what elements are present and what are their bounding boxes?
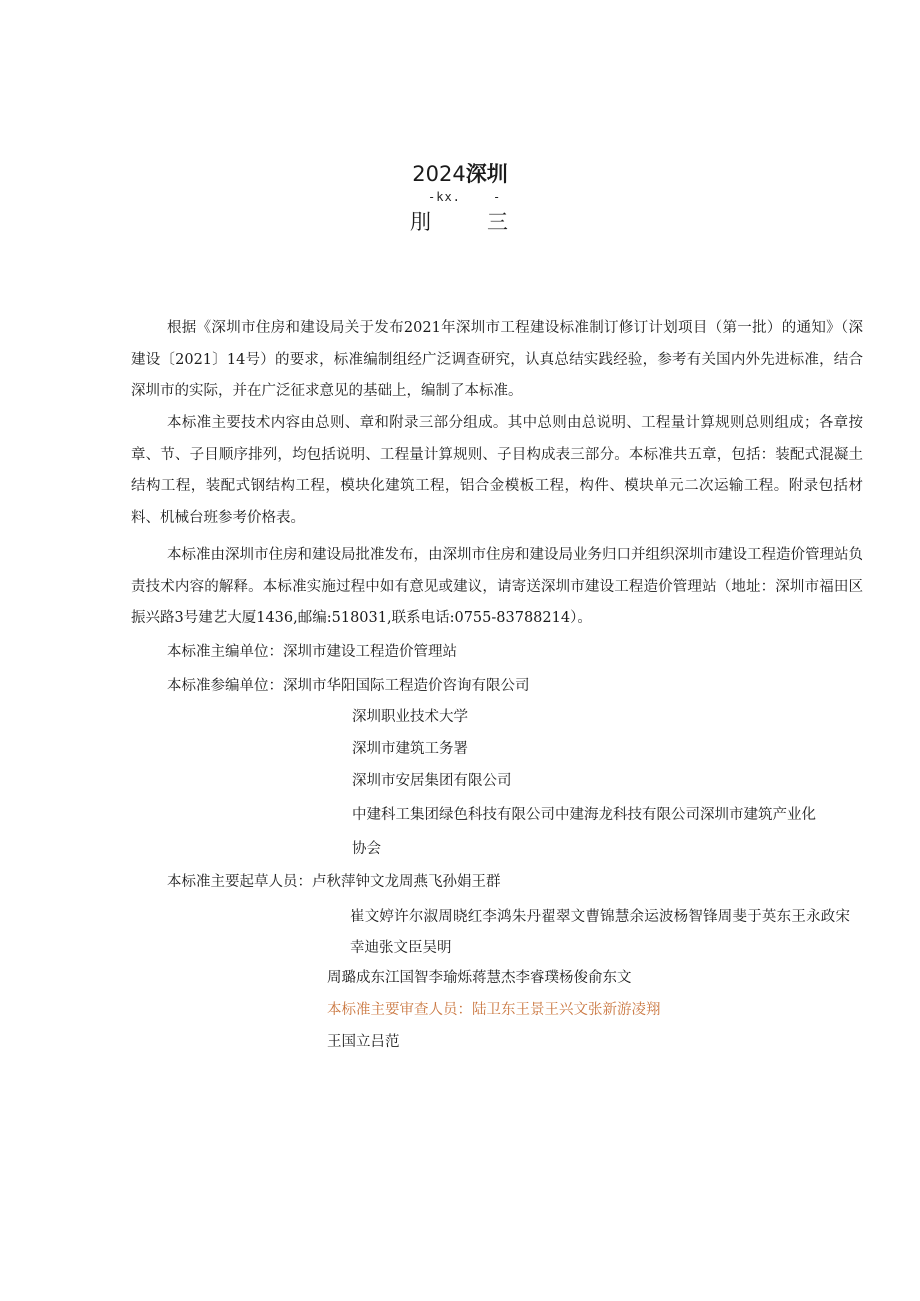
heading-city: 深圳 (465, 162, 508, 186)
paragraph-approval: 本标准由深圳市住房和建设局批准发布，由深圳市住房和建设局业务归口并组织深圳市建设工程造价管理站负责技术内容的解释。本标准实施过程中如有意见或建议，请寄送深圳市建设工程造价管理站（地址：深圳市福田区振兴路3号建艺大厦1436,邮编:518031,联系电话:0755-83788214）。 (131, 547, 863, 626)
drafters-continuation-2: 周璐成东江国智李瑜烁蒋慧杰李睿璞杨俊俞东文 (327, 970, 632, 986)
heading-sub-right: 三 (487, 210, 508, 234)
heading-mark-right: - (493, 190, 501, 204)
chief-editor-unit: 本标准主编单位：深圳市建设工程造价管理站 (167, 644, 457, 660)
drafters-label: 本标准主要起草人员：卢秋萍钟文龙周燕飞孙娟王群 (167, 874, 501, 890)
paragraph-basis: 根据《深圳市住房和建设局关于发布2021年深圳市工程建设标准制订修订计划项目（第一批）的通知》（深建设〔2021〕14号）的要求，标准编制组经广泛调查研究，认真总结实践经验，参考有关国内外先进标准，结合深圳市的实际，并在广泛征求意见的基础上，编制了本标准。 (131, 320, 863, 399)
heading-mark-left: -kx. (428, 190, 461, 204)
co-editor-org: 深圳市建筑工务署 (352, 741, 468, 757)
drafters-continuation: 崔文婷许尔淑周晓红李鸿朱丹翟翠文曹锦慧余运波杨智锋周斐于英东王永政宋幸迪张文臣吴明 (350, 909, 850, 956)
document-heading (0, 158, 920, 188)
co-editor-org: 深圳市安居集团有限公司 (352, 773, 512, 789)
heading-sub-left: 刖 (410, 210, 431, 234)
co-editor-units-label: 本标准参编单位：深圳市华阳国际工程造价咨询有限公司 (167, 678, 530, 694)
co-editor-org: 深圳职业技术大学 (352, 709, 468, 725)
co-editor-org: 中建科工集团绿色科技有限公司中建海龙科技有限公司深圳市建筑产业化 (352, 807, 816, 823)
reviewers-line: 本标准主要审查人员：陆卫东王景王兴文张新游凌翔 (327, 1002, 661, 1018)
heading-year: 2024 (412, 162, 466, 186)
paragraph-content: 本标准主要技术内容由总则、章和附录三部分组成。其中总则由总说明、工程量计算规则总则组成；各章按章、节、子目顺序排列，均包括说明、工程量计算规则、子目构成表三部分。本标准共五章，包括：装配式混凝土结构工程，装配式钢结构工程，模块化建筑工程，铝合金模板工程，构件、模块单元二次运输工程。附录包括材料、机械台班参考价格表。 (131, 415, 863, 526)
co-editor-org: 协会 (352, 841, 381, 857)
reviewers-tail: 王国立吕范 (327, 1034, 400, 1050)
